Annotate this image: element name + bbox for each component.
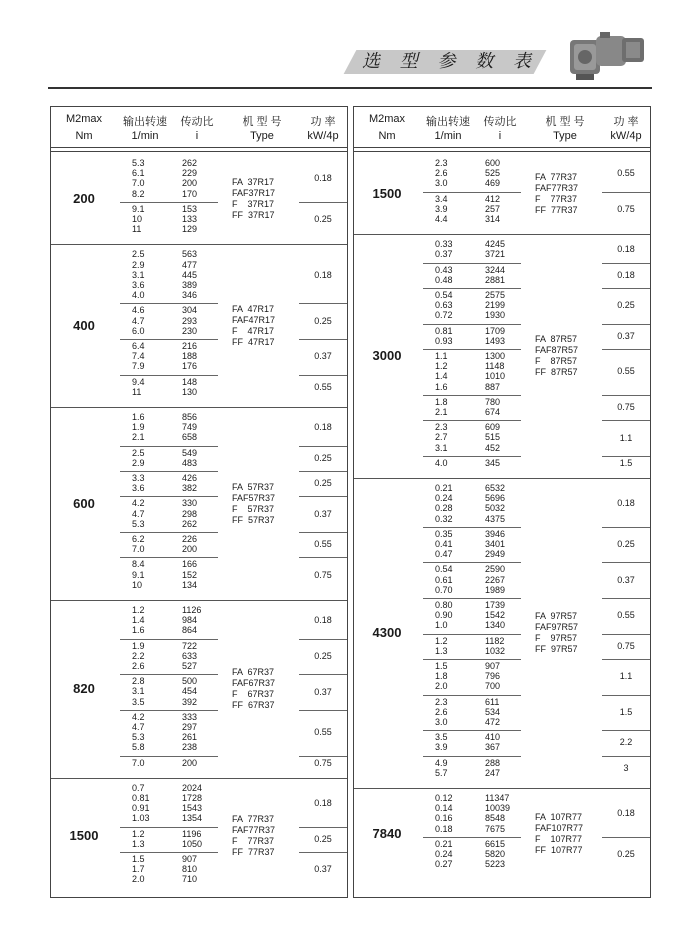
speed-values: 3.5 3.9 <box>435 732 448 753</box>
power-value: 0.55 <box>314 381 332 392</box>
power-divider <box>299 339 347 340</box>
sub-divider <box>120 827 218 828</box>
power-divider <box>602 730 650 731</box>
ratio-values: 226 200 <box>182 534 198 555</box>
power-divider <box>602 695 650 696</box>
sub-divider <box>423 598 521 599</box>
power-value: 0.18 <box>314 422 332 433</box>
sub-divider <box>120 202 218 203</box>
ratio-values: 333 297 261 238 <box>182 711 198 753</box>
ratio-values: 609 515 452 <box>485 422 501 453</box>
model-type: FA 107R77 FAF107R77 F 107R77 FF 107R77 <box>535 811 584 855</box>
torque-value: 4300 <box>372 625 402 640</box>
speed-values: 0.7 0.81 0.91 1.03 <box>132 782 150 824</box>
sub-divider <box>120 852 218 853</box>
speed-values: 1.2 1.4 1.6 <box>132 605 145 636</box>
ratio-values: 288 247 <box>485 757 501 778</box>
power-divider <box>299 557 347 558</box>
sub-divider <box>120 375 218 376</box>
sub-divider <box>423 192 521 193</box>
speed-values: 1.9 2.2 2.6 <box>132 640 145 671</box>
speed-values: 4.2 4.7 5.3 <box>132 498 145 529</box>
sub-divider <box>120 303 218 304</box>
power-value: 0.25 <box>314 833 332 844</box>
power-divider <box>602 324 650 325</box>
speed-values: 6.4 7.4 7.9 <box>132 341 145 372</box>
torque-value: 400 <box>73 317 95 333</box>
power-value: 0.25 <box>314 452 332 463</box>
model-type: FA 37R17 FAF37R17 F 37R17 FF 37R17 <box>232 176 276 220</box>
power-divider <box>602 756 650 757</box>
speed-values: 0.54 0.63 0.72 <box>435 290 453 321</box>
speed-values: 7.0 <box>132 757 145 768</box>
header-model: 机 型 号 <box>242 116 282 128</box>
header-power-unit: kW/4p <box>307 130 339 142</box>
power-value: 0.18 <box>314 798 332 809</box>
ratio-values: 611 534 472 <box>485 696 501 727</box>
power-value: 0.55 <box>314 727 332 738</box>
model-type: FA 77R37 FAF77R37 F 77R37 FF 77R37 <box>535 171 579 215</box>
header-speed: 输出转速 <box>123 116 167 128</box>
header-double-rule <box>354 147 650 152</box>
sub-divider <box>423 695 521 696</box>
speed-values: 4.6 4.7 6.0 <box>132 305 145 336</box>
power-divider <box>299 446 347 447</box>
ratio-values: 4245 3721 <box>485 239 506 260</box>
header-model-unit: Type <box>553 130 577 142</box>
speed-values: 2.8 3.1 3.5 <box>132 676 145 707</box>
speed-values: 0.81 0.93 <box>435 325 453 346</box>
speed-values: 2.5 2.9 <box>132 447 145 468</box>
power-value: 0.55 <box>617 366 635 377</box>
sub-divider <box>423 634 521 635</box>
ratio-values: 1196 1050 <box>182 828 203 849</box>
sub-divider <box>423 263 521 264</box>
speed-values: 1.5 1.8 2.0 <box>435 661 448 692</box>
model-type: FA 47R17 FAF47R17 F 47R17 FF 47R17 <box>232 303 276 347</box>
power-divider <box>299 375 347 376</box>
ratio-values: 500 454 392 <box>182 676 198 707</box>
ratio-values: 6615 5820 5223 <box>485 838 506 870</box>
sub-divider <box>120 674 218 675</box>
header-ratio-unit: i <box>195 130 199 142</box>
model-type: FA 87R57 FAF87R57 F 87R57 FF 87R57 <box>535 334 579 378</box>
power-value: 3 <box>623 762 629 773</box>
speed-values: 2.3 2.6 3.0 <box>435 696 448 727</box>
ratio-values: 11347 10039 8548 7675 <box>485 793 511 834</box>
sub-divider <box>120 557 218 558</box>
speed-values: 3.3 3.6 <box>132 473 145 494</box>
power-value: 0.18 <box>314 173 332 184</box>
speed-values: 2.3 2.7 3.1 <box>435 422 448 453</box>
sub-divider <box>120 710 218 711</box>
power-value: 0.75 <box>617 402 635 412</box>
torque-value: 3000 <box>372 348 402 364</box>
sub-divider <box>120 339 218 340</box>
power-divider <box>299 202 347 203</box>
model-type: FA 77R37 FAF77R37 F 77R37 FF 77R37 <box>232 814 276 858</box>
sub-divider <box>120 756 218 757</box>
sub-divider <box>423 324 521 325</box>
speed-values: 9.1 10 11 <box>132 203 145 235</box>
power-divider <box>299 639 347 640</box>
header-torque: M2max <box>368 113 406 125</box>
ratio-values: 3244 2881 <box>485 264 506 285</box>
power-value: 0.75 <box>617 640 635 651</box>
ratio-values: 563 477 445 389 346 <box>182 249 198 301</box>
sub-divider <box>423 562 521 563</box>
speed-values: 0.12 0.14 0.16 0.18 <box>435 793 453 834</box>
torque-value: 200 <box>73 190 95 206</box>
header-torque: M2max <box>65 113 103 125</box>
ratio-values: 345 <box>485 457 501 468</box>
sub-divider <box>423 837 521 838</box>
sub-divider <box>423 527 521 528</box>
sub-divider <box>423 456 521 457</box>
power-divider <box>299 710 347 711</box>
group-divider <box>51 407 347 408</box>
power-value: 0.18 <box>314 269 332 280</box>
ratio-values: 262 229 200 170 <box>182 158 198 199</box>
power-divider <box>602 349 650 350</box>
sub-divider <box>120 446 218 447</box>
power-divider <box>602 527 650 528</box>
sub-divider <box>423 730 521 731</box>
ratio-values: 410 367 <box>485 732 501 753</box>
speed-values: 8.4 9.1 10 <box>132 559 145 590</box>
ratio-values: 600 525 469 <box>485 158 501 189</box>
model-type: FA 97R57 FAF97R57 F 97R57 FF 97R57 <box>535 611 579 654</box>
power-divider <box>602 420 650 421</box>
speed-values: 9.4 11 <box>132 376 145 397</box>
right-selection-table <box>353 106 651 898</box>
ratio-values: 166 152 134 <box>182 559 198 590</box>
sub-divider <box>423 659 521 660</box>
ratio-values: 330 298 262 <box>182 498 198 529</box>
speed-values: 1.6 1.9 2.1 <box>132 412 145 443</box>
speed-values: 0.43 0.48 <box>435 264 453 285</box>
power-divider <box>602 659 650 660</box>
ratio-values: 1126 984 864 <box>182 605 202 636</box>
torque-value: 1500 <box>372 185 402 201</box>
power-value: 0.75 <box>314 757 332 768</box>
group-divider <box>354 788 650 789</box>
header-double-rule <box>51 147 347 152</box>
ratio-values: 856 749 658 <box>182 412 198 443</box>
sub-divider <box>423 288 521 289</box>
ratio-values: 304 293 230 <box>182 305 198 336</box>
speed-values: 3.4 3.9 4.4 <box>435 193 448 224</box>
speed-values: 5.3 6.1 7.0 8.2 <box>132 158 145 199</box>
header-speed-unit: 1/min <box>434 130 462 142</box>
power-divider <box>299 496 347 497</box>
power-value: 0.25 <box>617 849 635 860</box>
ratio-values: 2024 1728 1543 1354 <box>182 782 203 824</box>
sub-divider <box>120 471 218 472</box>
gearbox-icon <box>566 26 646 84</box>
header-power-unit: kW/4p <box>610 130 642 142</box>
power-value: 0.25 <box>617 539 635 550</box>
power-value: 0.55 <box>617 168 635 179</box>
power-divider <box>299 532 347 533</box>
power-value: 0.55 <box>314 539 332 550</box>
sub-divider <box>423 349 521 350</box>
power-divider <box>299 756 347 757</box>
speed-values: 4.9 5.7 <box>435 757 448 778</box>
power-divider <box>602 634 650 635</box>
power-value: 0.37 <box>314 864 332 875</box>
power-value: 0.55 <box>617 610 635 621</box>
power-value: 0.37 <box>314 351 332 362</box>
group-divider <box>354 234 650 235</box>
header-ratio-unit: i <box>498 130 502 142</box>
power-divider <box>299 852 347 853</box>
ratio-values: 153 133 129 <box>182 203 198 235</box>
torque-value: 820 <box>73 680 95 696</box>
ratio-values: 6532 5696 5032 4375 <box>485 483 506 524</box>
speed-values: 6.2 7.0 <box>132 534 145 555</box>
ratio-values: 549 483 <box>182 447 198 468</box>
torque-value: 1500 <box>69 828 99 844</box>
torque-value: 600 <box>73 495 95 511</box>
group-divider <box>354 478 650 479</box>
sub-divider <box>423 395 521 396</box>
ratio-values: 148 130 <box>182 376 198 397</box>
power-divider <box>602 288 650 289</box>
sub-divider <box>120 639 218 640</box>
speed-values: 1.1 1.2 1.4 1.6 <box>435 351 448 392</box>
header-model-unit: Type <box>250 130 274 142</box>
ratio-values: 907 810 710 <box>182 854 198 885</box>
model-type: FA 67R37 FAF67R37 F 67R37 FF 67R37 <box>232 666 276 710</box>
speed-values: 0.54 0.61 0.70 <box>435 564 453 595</box>
header-speed: 输出转速 <box>426 116 470 128</box>
speed-values: 4.2 4.7 5.3 5.8 <box>132 711 145 753</box>
group-divider <box>51 778 347 779</box>
power-divider <box>602 263 650 264</box>
ratio-values: 200 <box>182 757 198 768</box>
ratio-values: 907 796 700 <box>485 661 501 692</box>
power-value: 1.1 <box>619 432 633 443</box>
speed-values: 0.80 0.90 1.0 <box>435 600 453 631</box>
power-value: 1.5 <box>619 457 633 468</box>
speed-values: 1.2 1.3 <box>435 635 448 656</box>
header-power: 功 率 <box>613 116 639 128</box>
ratio-values: 2575 2199 1930 <box>485 290 506 321</box>
ratio-values: 722 633 527 <box>182 640 198 671</box>
sub-divider <box>120 532 218 533</box>
power-value: 0.25 <box>314 478 332 489</box>
ratio-values: 1739 1542 1340 <box>485 600 506 631</box>
speed-values: 4.0 <box>435 457 448 468</box>
power-value: 1.1 <box>619 671 633 682</box>
speed-values: 2.3 2.6 3.0 <box>435 158 448 189</box>
power-value: 0.37 <box>617 574 635 585</box>
power-divider <box>299 303 347 304</box>
header-power: 功 率 <box>310 116 336 128</box>
power-divider <box>602 598 650 599</box>
power-value: 0.25 <box>314 650 332 661</box>
sub-divider <box>120 496 218 497</box>
group-divider <box>51 244 347 245</box>
power-value: 0.25 <box>617 300 635 311</box>
speed-values: 1.5 1.7 2.0 <box>132 854 145 885</box>
ratio-values: 216 188 176 <box>182 341 198 372</box>
header-torque-unit: Nm <box>378 130 396 142</box>
ratio-values: 2590 2267 1989 <box>485 564 506 595</box>
speed-values: 0.33 0.37 <box>435 239 453 260</box>
page-title: 选 型 参 数 表 <box>362 51 538 72</box>
model-type: FA 57R37 FAF57R37 F 57R37 FF 57R37 <box>232 481 276 525</box>
power-value: 0.18 <box>617 808 635 819</box>
power-value: 0.37 <box>617 330 635 341</box>
speed-values: 0.21 0.24 0.28 0.32 <box>435 483 453 524</box>
ratio-values: 1300 1148 1010 887 <box>485 351 506 392</box>
power-value: 0.37 <box>314 508 332 519</box>
power-value: 0.18 <box>617 498 635 509</box>
header-ratio: 传动比 <box>180 116 214 128</box>
power-divider <box>602 562 650 563</box>
left-selection-table <box>50 106 348 898</box>
power-value: 0.18 <box>314 615 332 626</box>
torque-value: 7840 <box>372 825 402 841</box>
power-value: 0.18 <box>617 269 635 280</box>
header-ratio: 传动比 <box>483 116 517 128</box>
sub-divider <box>423 420 521 421</box>
power-value: 0.37 <box>314 686 332 697</box>
speed-values: 1.2 1.3 <box>132 828 145 849</box>
power-value: 2.2 <box>619 737 633 748</box>
sub-divider <box>423 756 521 757</box>
header-rule <box>48 87 652 89</box>
ratio-values: 1709 1493 <box>485 325 506 346</box>
power-divider <box>602 192 650 193</box>
ratio-values: 412 257 314 <box>485 193 501 224</box>
power-value: 0.75 <box>314 569 332 580</box>
power-divider <box>602 837 650 838</box>
power-value: 0.25 <box>314 214 332 225</box>
speed-values: 1.8 2.1 <box>435 396 448 417</box>
power-divider <box>299 674 347 675</box>
header-speed-unit: 1/min <box>131 130 159 142</box>
power-divider <box>299 471 347 472</box>
power-value: 0.75 <box>617 203 635 214</box>
power-value: 0.25 <box>314 315 332 326</box>
speed-values: 0.21 0.24 0.27 <box>435 838 453 870</box>
header-model: 机 型 号 <box>545 116 585 128</box>
power-divider <box>602 456 650 457</box>
power-divider <box>602 395 650 396</box>
ratio-values: 1182 1032 <box>485 635 506 656</box>
power-value: 1.5 <box>619 706 633 717</box>
speed-values: 2.5 2.9 3.1 3.6 4.0 <box>132 249 145 301</box>
ratio-values: 426 382 <box>182 473 198 494</box>
ratio-values: 3946 3401 2949 <box>485 528 506 560</box>
group-divider <box>51 600 347 601</box>
speed-values: 0.35 0.41 0.47 <box>435 528 453 560</box>
power-value: 0.18 <box>617 244 635 255</box>
power-divider <box>299 827 347 828</box>
header-torque-unit: Nm <box>75 130 93 142</box>
ratio-values: 780 674 <box>485 396 501 417</box>
